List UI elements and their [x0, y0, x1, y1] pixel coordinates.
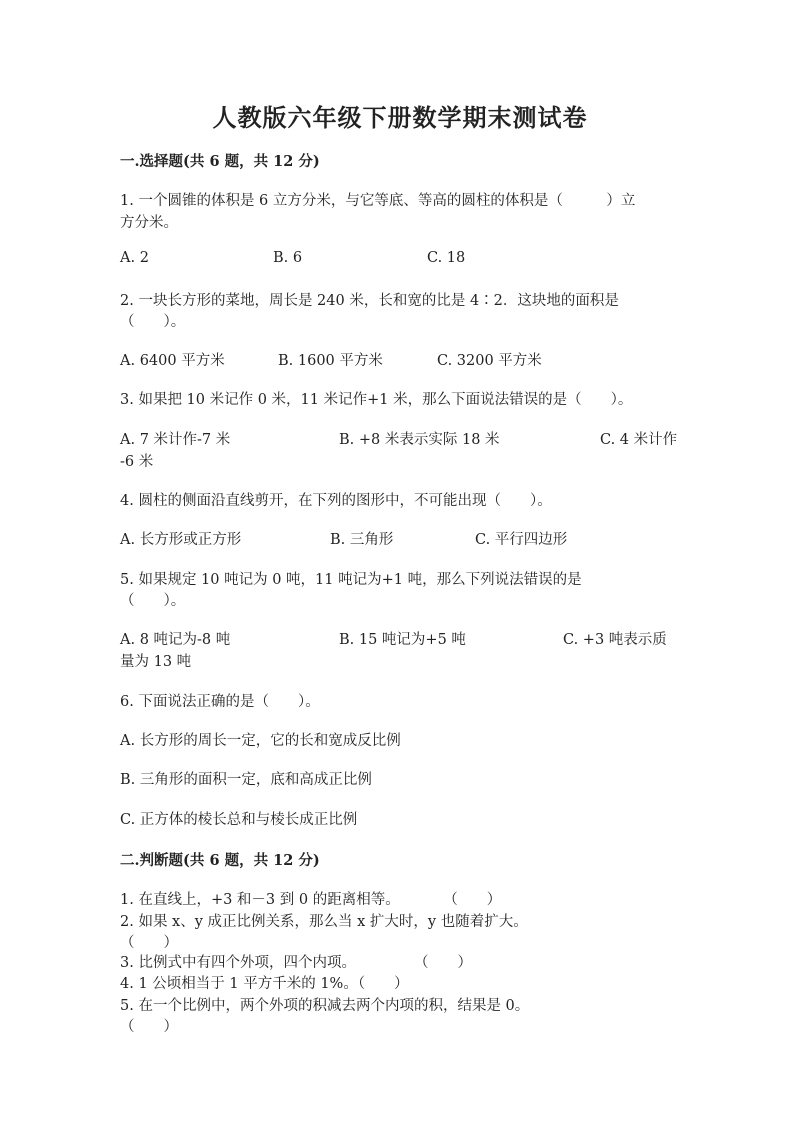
judgement-5: 5. 在一个比例中，两个外项的积减去两个内项的积，结果是 0。	[120, 998, 530, 1014]
question-3-option-b: B. +8 米表示实际 18 米	[339, 432, 500, 448]
question-1-option-c: C. 18	[427, 250, 466, 266]
judgement-2-blank: （ ）	[120, 935, 178, 951]
question-2-option-c: C. 3200 平方米	[437, 353, 542, 369]
question-4-line-1: 4. 圆柱的侧面沿直线剪开，在下列的图形中，不可能出现（ ）。	[120, 493, 552, 509]
judgement-2: 2. 如果 x、y 成正比例关系，那么当 x 扩大时，y 也随着扩大。	[120, 914, 528, 930]
question-6-line-1: 6. 下面说法正确的是（ ）。	[120, 694, 320, 710]
question-1-option-a: A. 2	[120, 250, 149, 266]
question-2-option-b: B. 1600 平方米	[278, 353, 383, 369]
question-5-option-c-cont: 量为 13 吨	[120, 654, 192, 670]
question-4-option-a: A. 长方形或正方形	[120, 532, 242, 548]
question-4-option-b: B. 三角形	[330, 532, 394, 548]
judgement-3: 3. 比例式中有四个外项，四个内项。 （ ）	[120, 955, 472, 971]
question-1-option-b: B. 6	[273, 250, 303, 266]
question-2-line-2: （ ）。	[120, 314, 186, 330]
page-title: 人教版六年级下册数学期末测试卷	[212, 103, 588, 132]
question-3-option-c: C. 4 米计作	[600, 432, 678, 448]
question-5-option-c: C. +3 吨表示质	[563, 632, 667, 648]
question-6-option-a: A. 长方形的周长一定，它的长和宽成反比例	[120, 733, 401, 749]
question-5-line-1: 5. 如果规定 10 吨记为 0 吨，11 吨记为+1 吨，那么下列说法错误的是	[120, 572, 582, 588]
judgement-4: 4. 1 公顷相当于 1 平方千米的 1%。（ ）	[120, 976, 409, 992]
question-2-line-1: 2. 一块长方形的菜地，周长是 240 米，长和宽的比是 4∶2．这块地的面积是	[120, 293, 619, 309]
question-6-option-c: C. 正方体的棱长总和与棱长成正比例	[120, 812, 358, 828]
judgement-5-blank: （ ）	[120, 1019, 178, 1035]
question-1-line-1: 1. 一个圆锥的体积是 6 立方分米，与它等底、等高的圆柱的体积是（ ）立	[120, 193, 636, 209]
section-heading-judgement: 二.判断题(共 6 题，共 12 分)	[120, 852, 320, 869]
question-2-option-a: A. 6400 平方米	[120, 353, 225, 369]
question-4-option-c: C. 平行四边形	[475, 532, 568, 548]
question-5-line-2: （ ）。	[120, 593, 186, 609]
question-5-option-b: B. 15 吨记为+5 吨	[339, 632, 466, 648]
question-5-option-a: A. 8 吨记为-8 吨	[120, 632, 231, 648]
question-3-line-1: 3. 如果把 10 米记作 0 米，11 米记作+1 米，那么下面说法错误的是（ ）。	[120, 392, 633, 408]
section-heading-choice: 一.选择题(共 6 题，共 12 分)	[120, 153, 320, 170]
question-1-line-2: 方分米。	[120, 215, 178, 231]
question-6-option-b: B. 三角形的面积一定，底和高成正比例	[120, 772, 372, 788]
question-3-option-c-cont: -6 米	[120, 454, 154, 470]
judgement-1: 1. 在直线上，+3 和－3 到 0 的距离相等。 （ ）	[120, 892, 502, 908]
question-3-option-a: A. 7 米计作-7 米	[120, 432, 231, 448]
